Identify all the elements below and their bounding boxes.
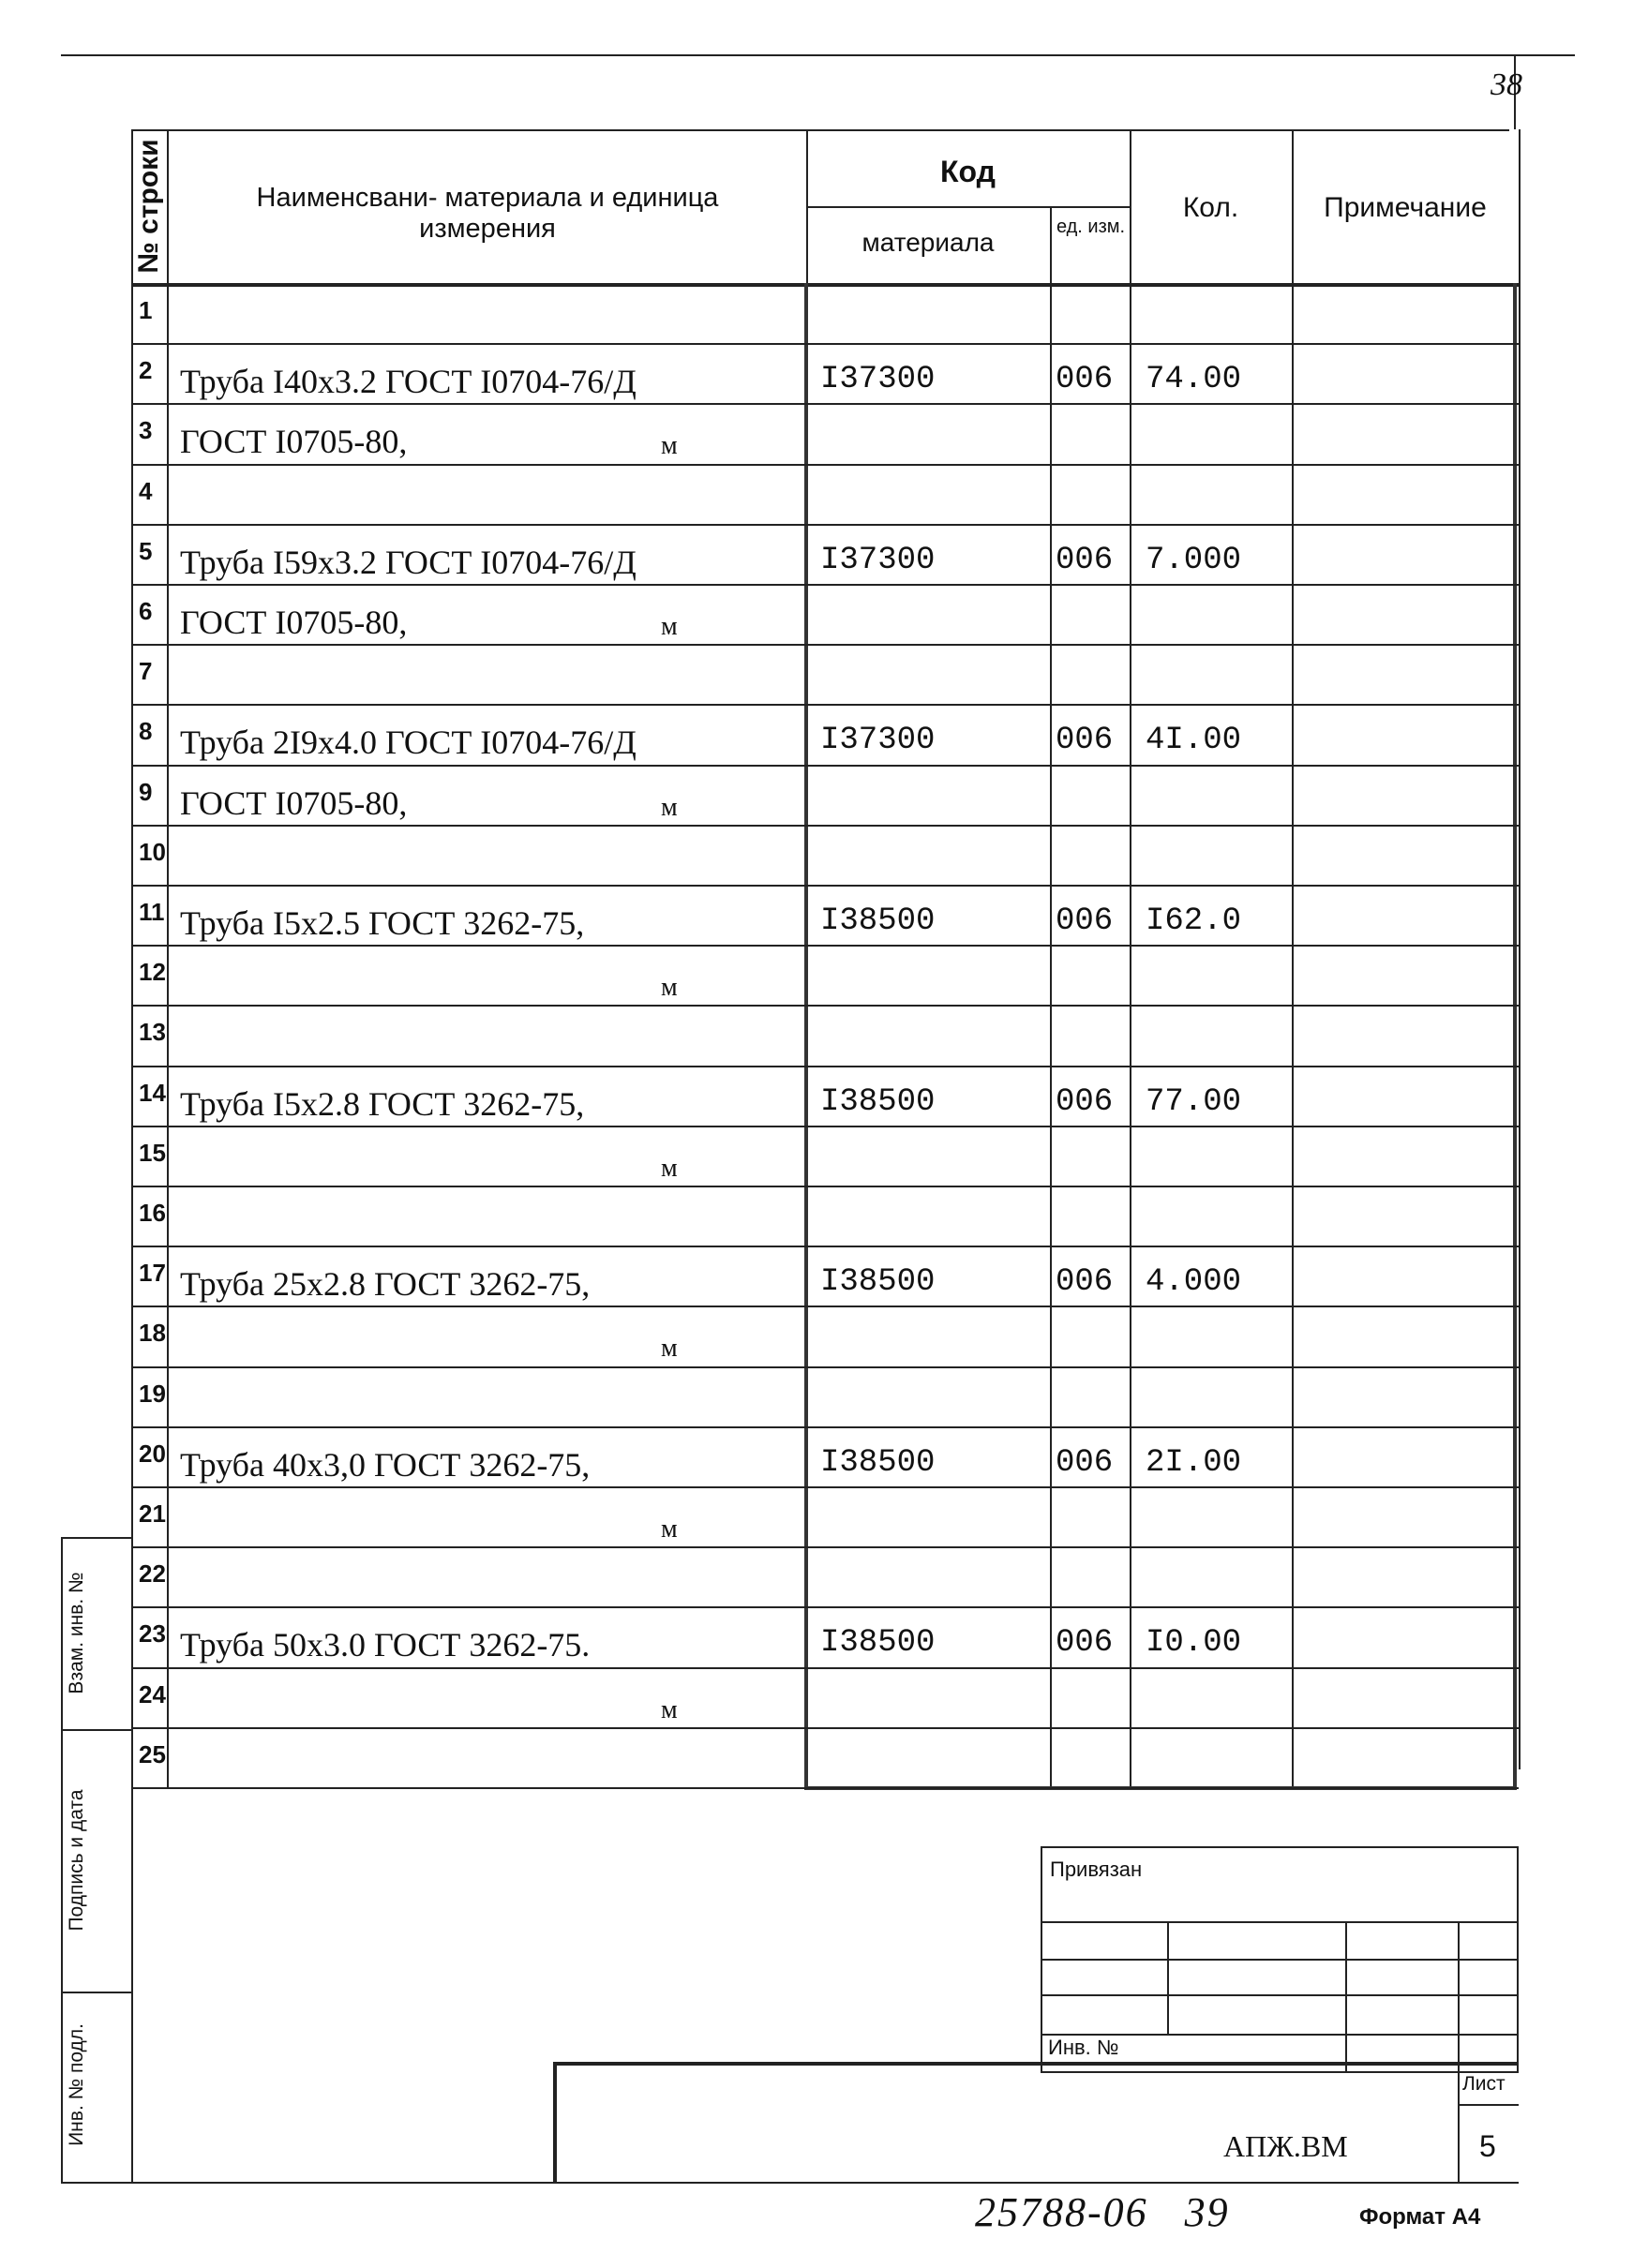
row-divider (131, 1727, 1519, 1729)
row-name: ГОСТ I0705-80, (180, 604, 408, 641)
row-qty: 74.00 (1146, 362, 1242, 398)
row-qty: I62.0 (1146, 903, 1242, 939)
row-divider (131, 644, 1519, 646)
row-name: Труба 40x3,0 ГОСТ 3262-75, (180, 1445, 591, 1484)
stamp-line-2 (1041, 1959, 1519, 1961)
row-unit-label: м (661, 1514, 678, 1544)
title-block (553, 2062, 1519, 2182)
header-num: № строки (133, 139, 164, 274)
row-unit-label: м (661, 431, 678, 461)
row-divider (131, 885, 1519, 887)
row-divider (131, 1005, 1519, 1007)
row-unit-code: 006 (1056, 542, 1114, 578)
row-qty: 4I.00 (1146, 723, 1242, 759)
header-code-material: материала (861, 228, 995, 257)
row-number: 2 (139, 356, 153, 385)
row-divider (131, 1426, 1519, 1428)
row-number: 23 (139, 1619, 166, 1649)
row-number: 4 (139, 476, 153, 505)
side-strip-top (61, 1537, 131, 1539)
header-name: Наименсвани- материала и единица измерения (256, 183, 719, 245)
side-strip-div1 (61, 1729, 131, 1731)
row-divider (131, 524, 1519, 526)
row-divider (131, 1306, 1519, 1307)
header-top-line (131, 129, 1509, 131)
row-material-code: I38500 (820, 1625, 936, 1662)
row-name: ГОСТ I0705-80, (180, 423, 408, 461)
stamp-line-1 (1041, 1921, 1519, 1923)
row-divider (131, 1186, 1519, 1187)
row-divider (131, 1126, 1519, 1127)
num-col-line (167, 129, 169, 1788)
stamp-vline-2 (1345, 1921, 1347, 2073)
header-code-unit: ед. изм. (1056, 216, 1126, 237)
row-material-code: I38500 (820, 903, 936, 939)
row-unit-code: 006 (1056, 1444, 1114, 1481)
row-name: Труба 50x3.0 ГОСТ 3262-75. (180, 1626, 591, 1664)
row-unit-label: м (661, 973, 678, 1003)
row-unit-code: 006 (1056, 723, 1114, 759)
row-material-code: I37300 (820, 362, 936, 398)
row-unit-code: 006 (1056, 362, 1114, 398)
row-divider (131, 765, 1519, 767)
row-divider (131, 1486, 1519, 1488)
row-divider (131, 584, 1519, 586)
row-number: 15 (139, 1138, 166, 1167)
row-qty: 7.000 (1146, 542, 1242, 578)
row-divider (131, 1546, 1519, 1548)
row-qty: I0.00 (1146, 1625, 1242, 1662)
row-number: 24 (139, 1679, 166, 1708)
stamp-inv-no: Инв. № (1048, 2036, 1119, 2059)
row-number: 18 (139, 1319, 166, 1348)
row-number: 14 (139, 1078, 166, 1107)
row-name: ГОСТ I0705-80, (180, 783, 408, 822)
row-number: 12 (139, 958, 166, 987)
row-divider (131, 403, 1519, 405)
side-label-podpis: Подпись и дата (66, 1789, 87, 1932)
row-number: 19 (139, 1379, 166, 1408)
list-box-line (1458, 2104, 1519, 2106)
row-number: 8 (139, 717, 153, 746)
side-strip-left (61, 1537, 63, 2184)
row-name: Труба I40x3.2 ГОСТ I0704-76/Д (180, 363, 637, 401)
row-number: 1 (139, 296, 153, 324)
row-name: Труба I5x2.8 ГОСТ 3262-75, (180, 1084, 585, 1123)
stamp-vline-3 (1458, 1921, 1460, 2073)
row-qty: 4.000 (1146, 1264, 1242, 1301)
row-unit-label: м (661, 792, 678, 822)
row-unit-code: 006 (1056, 903, 1114, 939)
row-divider (131, 1066, 1519, 1067)
footer-handwritten: 25788-06 39 (975, 2189, 1230, 2235)
row-number: 11 (139, 898, 165, 926)
header-code: Код (940, 155, 996, 188)
stamp-privyazan: Привязан (1050, 1858, 1143, 1881)
row-material-code: I38500 (820, 1264, 936, 1301)
stamp-doc-code: АПЖ.ВМ (1223, 2129, 1348, 2163)
row-divider (131, 1787, 1519, 1789)
row-number: 20 (139, 1439, 166, 1468)
row-number: 5 (139, 536, 153, 565)
stamp-line-3 (1041, 1994, 1519, 1996)
row-unit-code: 006 (1056, 1083, 1114, 1120)
row-divider (131, 1246, 1519, 1247)
row-number: 13 (139, 1018, 166, 1047)
row-material-code: I38500 (820, 1444, 936, 1481)
code-subheader-line (806, 206, 1130, 208)
row-unit-label: м (661, 1334, 678, 1364)
data-frame (804, 283, 1517, 1790)
row-unit-code: 006 (1056, 1625, 1114, 1662)
row-name: Труба 2I9x4.0 ГОСТ I0704-76/Д (180, 724, 637, 762)
row-unit-label: м (661, 612, 678, 641)
top-border (61, 54, 1575, 56)
stamp-list-label: Лист (1462, 2073, 1506, 2095)
corner-mark: 38 (1491, 67, 1522, 102)
side-label-vzam: Взам. инв. № (66, 1572, 87, 1694)
row-material-code: I37300 (820, 723, 936, 759)
row-number: 25 (139, 1739, 166, 1768)
row-name: Труба I59x3.2 ГОСТ I0704-76/Д (180, 543, 637, 581)
row-name: Труба 25x2.8 ГОСТ 3262-75, (180, 1265, 591, 1304)
row-number: 9 (139, 777, 153, 806)
row-material-code: I37300 (820, 542, 936, 578)
side-label-inv-podl: Инв. № подл. (66, 2023, 87, 2146)
row-qty: 2I.00 (1146, 1444, 1242, 1481)
left-border (131, 129, 133, 2182)
row-number: 16 (139, 1199, 166, 1227)
stamp-sheet-no: 5 (1479, 2129, 1496, 2163)
header-qty: Кол. (1182, 192, 1239, 223)
footer-format: Формат А4 (1359, 2204, 1481, 2230)
title-block-divider (1458, 2062, 1460, 2182)
row-name: Труба I5x2.5 ГОСТ 3262-75, (180, 904, 585, 942)
row-number: 6 (139, 597, 153, 625)
right-border (1519, 129, 1521, 1769)
row-divider (131, 704, 1519, 706)
row-number: 22 (139, 1559, 166, 1589)
bottom-border (61, 2182, 1519, 2184)
row-divider (131, 464, 1519, 466)
header-note: Примечание (1324, 192, 1487, 223)
row-divider (131, 1606, 1519, 1608)
row-unit-label: м (661, 1153, 678, 1183)
row-divider (131, 343, 1519, 345)
row-number: 3 (139, 416, 153, 445)
row-divider (131, 945, 1519, 947)
row-qty: 77.00 (1146, 1083, 1242, 1120)
row-material-code: I38500 (820, 1083, 936, 1120)
row-divider (131, 1366, 1519, 1368)
stamp-vline-1 (1167, 1921, 1169, 2034)
row-number: 21 (139, 1500, 166, 1528)
row-divider (131, 825, 1519, 827)
row-number: 10 (139, 837, 166, 866)
row-unit-code: 006 (1056, 1264, 1114, 1301)
row-divider (131, 1667, 1519, 1669)
row-number: 17 (139, 1259, 166, 1288)
row-number: 7 (139, 657, 153, 686)
row-unit-label: м (661, 1694, 678, 1724)
